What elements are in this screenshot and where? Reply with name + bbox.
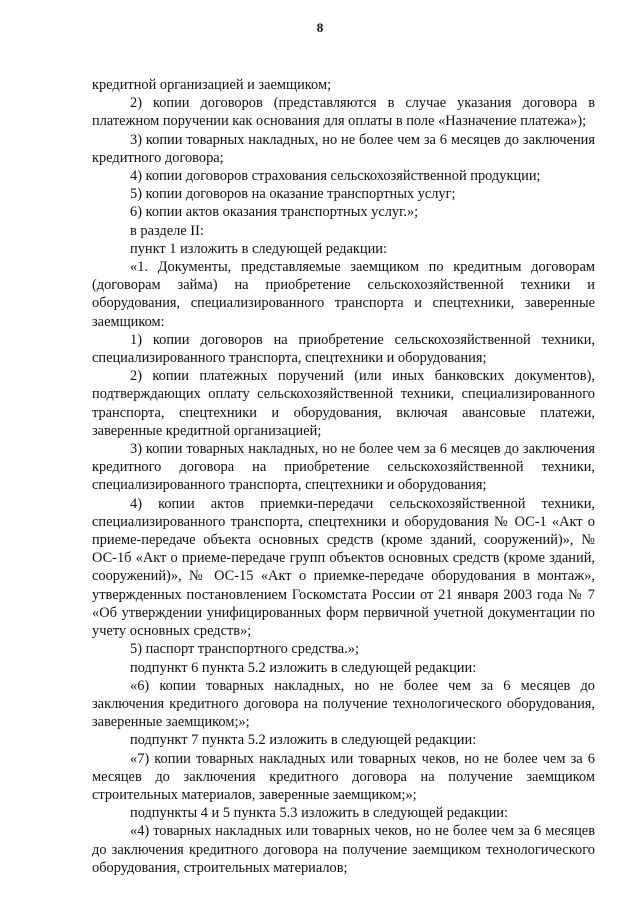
paragraph-point-1-item-1: 1) копии договоров на приобретение сельскохозяйственной техники, специализированного транспорта, спецтехники и оборудования; [92, 331, 595, 367]
paragraph-point-1-intro: пункт 1 изложить в следующей редакции: [130, 240, 387, 257]
page-number: 8 [316, 20, 324, 35]
paragraph-subpoint-7-intro: подпункт 7 пункта 5.2 изложить в следующей редакции: [130, 732, 477, 749]
paragraph-section-2: в разделе II: [130, 222, 204, 239]
paragraph-item-2: 2) копии договоров (представляются в случае указания договора в платежном поручении как основания для оплаты в поле «Назначение платежа»); [92, 95, 595, 130]
paragraph-subpoint-6-intro: подпункт 6 пункта 5.2 изложить в следующей редакции: [130, 659, 477, 676]
paragraph-subpoints-4-5-intro: подпункты 4 и 5 пункта 5.3 изложить в следующей редакции: [130, 805, 508, 822]
paragraph-item-4: 4) копии договоров страхования сельскохозяйственной продукции; [130, 168, 541, 185]
paragraph-subpoint-4-text: «4) товарных накладных или товарных чеков, но не более чем за 6 месяцев до заключения кредитного договора на получение заемщиком технологического оборудования, строительных материалов; [92, 823, 595, 876]
paragraph-point-1-text: «1. Документы, представляемые заемщиком по кредитным договорам (договорам займа) на приобретение сельскохозяйственной техники и оборудования, специализированного транспорта и спецтехники, заверенные заемщиком: [92, 259, 595, 330]
paragraph-subpoint-6-text: «6) копии товарных накладных, но не более чем за 6 месяцев до заключения кредитного договора на получение технологического оборудования, заверенные заемщиком;»; [92, 677, 595, 731]
paragraph-continuation: кредитной организацией и заемщиком; [92, 77, 332, 93]
paragraph-subpoint-7-text: «7) копии товарных накладных или товарных чеков, но не более чем за 6 месяцев до заключения кредитного договора на получение заемщиком строительных материалов, заверенные заемщиком;»; [92, 750, 595, 803]
paragraph-point-1-item-2: 2) копии платежных поручений (или иных банковских документов), подтверждающих оплату сельскохозяйственной техники, специализированного транспорта, спецтехники и оборудования, включая авансовые платежи, заверенные кредитной организацией; [92, 368, 595, 439]
paragraph-point-1-item-4: 4) копии актов приемки-передачи сельскохозяйственной техники, специализированного транспорта, спецтехники и оборудования № ОС-1 «Акт о приеме-передаче объекта основных средств (кроме зданий, сооружений)», № ОС-1б «Акт о приеме-передаче групп объектов основных средств (кроме зданий, сооружений)», № ОС-15 «Акт о приемке-передаче оборудования в монтаж», утвержденных постановлением Госкомстата России от 21 января 2003 года № 7 «Об утверждении унифицированных форм первичной учетной документации по учету основных средств»; [92, 495, 595, 640]
paragraph-point-1-item-3: 3) копии товарных накладных, но не более чем за 6 месяцев до заключения кредитного договора на приобретение сельскохозяйственной техники, специализированного транспорта, спецтехники и оборудования; [92, 441, 595, 494]
paragraph-item-3: 3) копии товарных накладных, но не более чем за 6 месяцев до заключения кредитного договора; [92, 131, 595, 166]
paragraph-item-5: 5) копии договоров на оказание транспортных услуг; [130, 186, 456, 203]
paragraph-point-1-item-5: 5) паспорт транспортного средства.»; [130, 641, 359, 658]
paragraph-item-6: 6) копии актов оказания транспортных услуг.»; [130, 204, 419, 221]
document-body [92, 76, 595, 877]
